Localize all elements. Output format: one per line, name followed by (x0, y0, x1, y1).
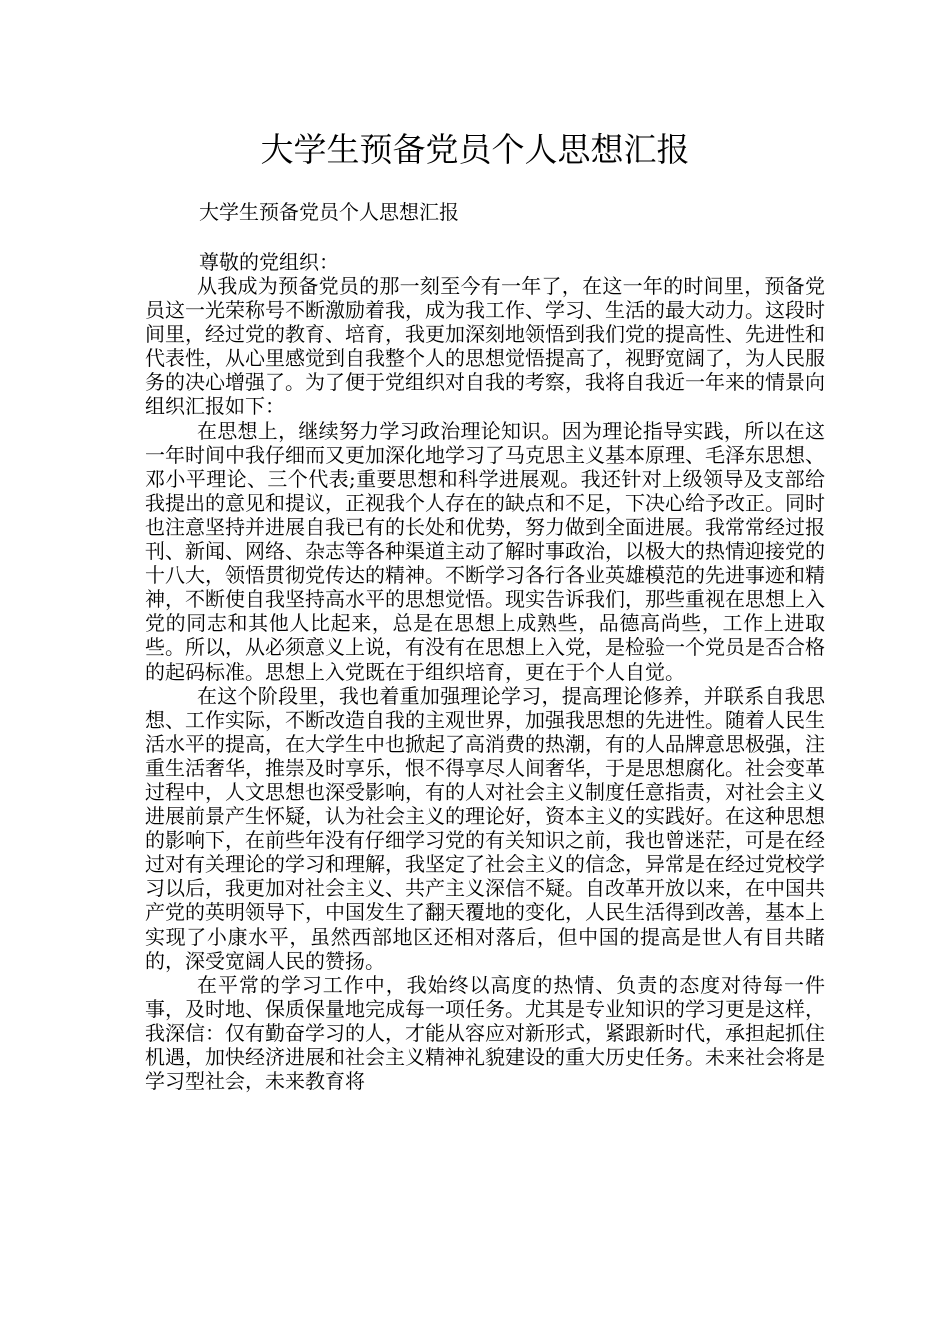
paragraph: 在这个阶段里，我也着重加强理论学习，提高理论修养，并联系自我思想、工作实际，不断改造自我的主观世界，加强我思想的先进性。随着人民生活水平的提高，在大学生中也掀起了高消费的热潮，有的人品牌意思极强，注重生活奢华，推崇及时享乐，恨不得享尽人间奢华，于是思想腐化。社会变革过程中，人文思想也深受影响，有的人对社会主义制度任意指责，对社会主义进展前景产生怀疑，认为社会主义的理论好，资本主义的实践好。在这种思想的影响下，在前些年没有仔细学习党的有关知识之前，我也曾迷茫，可是在经过对有关理论的学习和理解，我坚定了社会主义的信念，异常是在经过党校学习以后，我更加对社会主义、共产主义深信不疑。自改革开放以来，在中国共产党的英明领导下，中国发生了翻天覆地的变化，人民生活得到改善，基本上实现了小康水平，虽然西部地区还相对落后，但中国的提高是世人有目共睹的，深受宽阔人民的赞扬。 (145, 683, 825, 973)
document-subtitle: 大学生预备党员个人思想汇报 (199, 200, 459, 224)
document-title: 大学生预备党员个人思想汇报 (260, 130, 690, 169)
paragraph: 在思想上，继续努力学习政治理论知识。因为理论指导实践，所以在这一年时间中我仔细而又更加深化地学习了马克思主义基本原理、毛泽东思想、邓小平理论、三个代表;重要思想和科学进展观。我还针对上级领导及支部给我提出的意见和提议，正视我个人存在的缺点和不足，下决心给予改正。同时也注意坚持并进展自我已有的长处和优势，努力做到全面进展。我常常经过报刊、新闻、网络、杂志等各种渠道主动了解时事政治，以极大的热情迎接党的十八大，领悟贯彻党传达的精神。不断学习各行各业英雄模范的先进事迹和精神，不断使自我坚持高水平的思想觉悟。现实告诉我们，那些重视在思想上入党的同志和其他人比起来，总是在思想上成熟些，品德高尚些，工作上进取些。所以，从必须意义上说，有没有在思想上入党，是检验一个党员是否合格的起码标准。思想上入党既在于组织培育，更在于个人自觉。 (145, 418, 825, 684)
document-body (145, 274, 825, 1093)
paragraph: 在平常的学习工作中，我始终以高度的热情、负责的态度对待每一件事，及时地、保质保量地完成每一项任务。尤其是专业知识的学习更是这样，我深信：仅有勤奋学习的人，才能从容应对新形式，紧跟新时代，承担起抓住机遇，加快经济进展和社会主义精神礼貌建设的重大历史任务。未来社会将是学习型社会，未来教育将 (145, 972, 825, 1094)
salutation: 尊敬的党组织： (199, 250, 339, 274)
paragraph: 从我成为预备党员的那一刻至今有一年了，在这一年的时间里，预备党员这一光荣称号不断激励着我，成为我工作、学习、生活的最大动力。这段时间里，经过党的教育、培育，我更加深刻地领悟到我们党的提高性、先进性和代表性，从心里感觉到自我整个人的思想觉悟提高了，视野宽阔了，为人民服务的决心增强了。为了便于党组织对自我的考察，我将自我近一年来的情景向组织汇报如下： (145, 274, 825, 419)
